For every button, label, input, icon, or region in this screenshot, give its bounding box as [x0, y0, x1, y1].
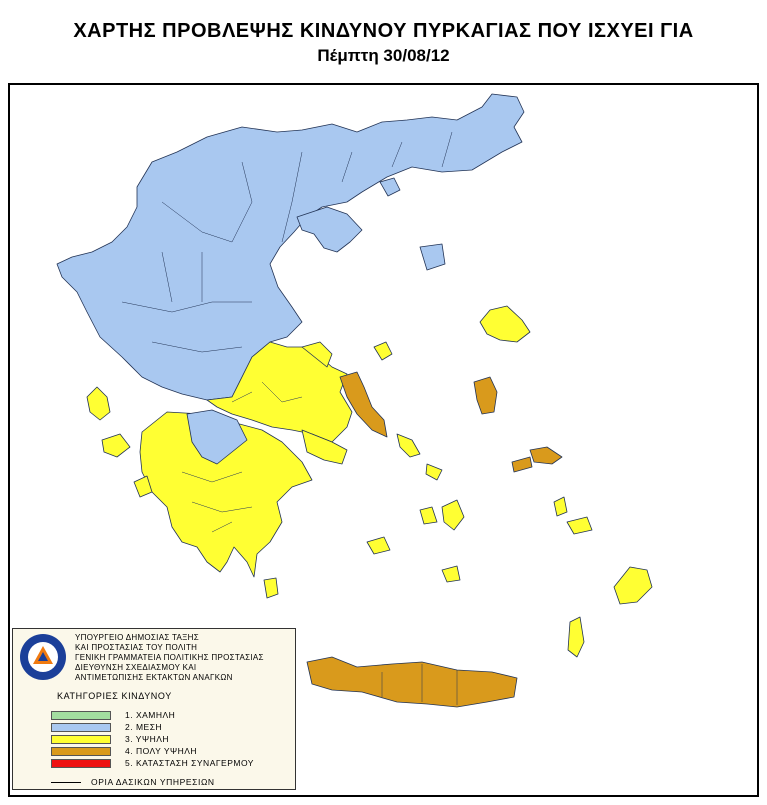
- boundary-label: ΟΡΙΑ ΔΑΣΙΚΩΝ ΥΠΗΡΕΣΙΩΝ: [91, 777, 215, 787]
- legend-label-high: 3. ΥΨΗΛΗ: [125, 734, 170, 744]
- island-tinos: [426, 464, 442, 480]
- island-kos: [567, 517, 592, 534]
- island-lesvos: [480, 306, 530, 342]
- ministry-line: ΑΝΤΙΜΕΤΩΠΙΣΗΣ ΕΚΤΑΚΤΩΝ ΑΝΑΓΚΩΝ: [75, 673, 233, 682]
- swatch-alert: [51, 759, 111, 768]
- island-samos: [530, 447, 562, 464]
- ministry-line: ΔΙΕΥΘΥΝΣΗ ΣΧΕΔΙΑΣΜΟΥ ΚΑΙ: [75, 663, 197, 672]
- island-naxos: [442, 500, 464, 530]
- legend-label-alert: 5. ΚΑΤΑΣΤΑΣΗ ΣΥΝΑΓΕΡΜΟΥ: [125, 758, 254, 768]
- island-samothraki: [420, 244, 445, 270]
- island-thasos: [380, 178, 400, 196]
- island-chios: [474, 377, 497, 414]
- region-chalkidiki: [297, 207, 362, 252]
- island-karpathos: [568, 617, 584, 657]
- categories-title: ΚΑΤΗΓΟΡΙΕΣ ΚΙΝΔΥΝΟΥ: [57, 691, 172, 701]
- island-andros: [397, 434, 420, 457]
- map-title: ΧΑΡΤΗΣ ΠΡΟΒΛΕΨΗΣ ΚΙΝΔΥΝΟΥ ΠΥΡΚΑΓΙΑΣ ΠΟΥ ΙΣΧΥΕΙ ΓΙΑ: [73, 20, 694, 42]
- map-date: Πέμπτη 30/08/12: [317, 46, 450, 65]
- ministry-line: ΚΑΙ ΠΡΟΣΤΑΣΙΑΣ ΤΟΥ ΠΟΛΙΤΗ: [75, 643, 198, 652]
- island-crete: [307, 657, 517, 707]
- island-kythira: [264, 578, 278, 598]
- legend-label-low: 1. ΧΑΜΗΛΗ: [125, 710, 176, 720]
- island-milos: [367, 537, 390, 554]
- island-santorini: [442, 566, 460, 582]
- island-kefalonia: [102, 434, 130, 457]
- ministry-text: [75, 633, 264, 683]
- swatch-low: [51, 711, 111, 720]
- swatch-medium: [51, 723, 111, 732]
- island-paros: [420, 507, 437, 524]
- legend-label-medium: 2. ΜΕΣΗ: [125, 722, 163, 732]
- civil-protection-logo: [19, 633, 67, 681]
- ministry-line: ΥΠΟΥΡΓΕΙΟ ΔΗΜΟΣΙΑΣ ΤΑΞΗΣ: [75, 633, 200, 642]
- island-corfu: [87, 387, 110, 420]
- boundary-line-sample: [51, 782, 81, 783]
- legend-box: [12, 628, 296, 790]
- island-ikaria: [512, 457, 532, 472]
- ministry-line: ΓΕΝΙΚΗ ΓΡΑΜΜΑΤΕΙΑ ΠΟΛΙΤΙΚΗΣ ΠΡΟΣΤΑΣΙΑΣ: [75, 653, 264, 662]
- island-skiathos: [374, 342, 392, 360]
- swatch-high: [51, 735, 111, 744]
- legend-label-very-high: 4. ΠΟΛΥ ΥΨΗΛΗ: [125, 746, 198, 756]
- swatch-very-high: [51, 747, 111, 756]
- island-rhodes: [614, 567, 652, 604]
- island-kalymnos: [554, 497, 567, 516]
